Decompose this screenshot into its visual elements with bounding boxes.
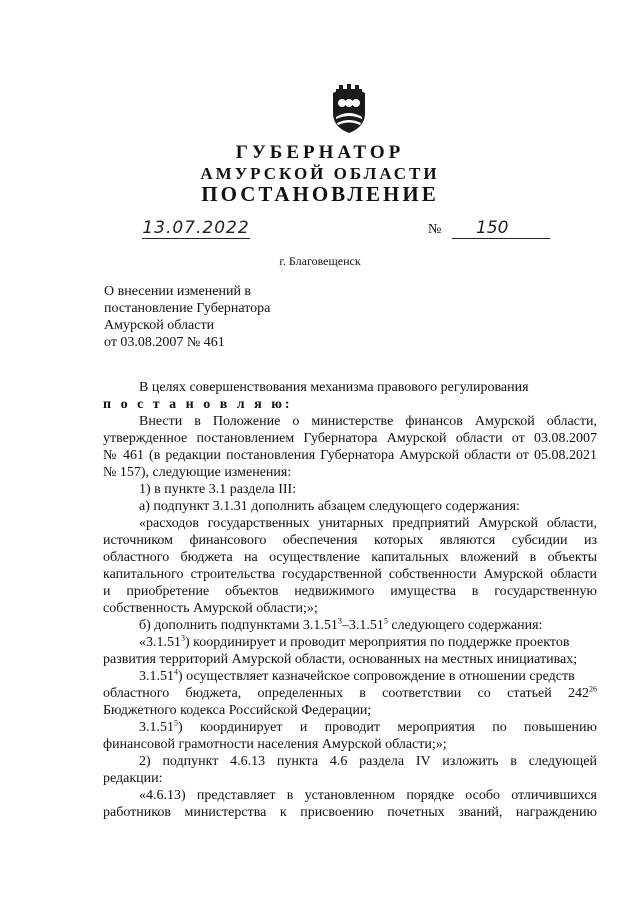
body-line: работников министерства к присвоению почетных званий, награждению	[103, 805, 597, 820]
body-line: собственность Амурской области;»;	[103, 601, 318, 616]
superscript: 26	[589, 684, 597, 694]
amur-region-coat-of-arms-icon	[327, 83, 371, 135]
text-fragment: ) координирует и проводит мероприятия по поддержке проектов	[185, 635, 570, 650]
body-line: и приобретение объектов недвижимого имущества в государственную	[103, 584, 597, 599]
subject-line: Амурской области	[104, 318, 215, 333]
body-line: 2) подпункт 4.6.13 пункта 4.6 раздела IV изложить в следующей	[139, 754, 597, 769]
body-line	[103, 668, 597, 685]
superscript: 4	[174, 667, 178, 677]
body-line: финансовой грамотности населения Амурской области;»;	[103, 737, 447, 752]
body-line: редакции:	[103, 771, 163, 786]
body-line: № 157), следующие изменения:	[103, 465, 292, 480]
body-line: областного бюджета на осуществление капитальных вложений в объекты	[103, 550, 597, 565]
text-fragment: следующего содержания:	[387, 618, 543, 633]
document-number: 150	[452, 218, 550, 239]
body-line	[103, 617, 597, 634]
document-body	[103, 379, 597, 821]
document-subject	[104, 283, 270, 351]
body-line: 1) в пункте 3.1 раздела III:	[139, 482, 297, 497]
superscript: 3	[337, 616, 342, 626]
body-line	[103, 719, 597, 736]
subject-line: от 03.08.2007 № 461	[104, 335, 225, 350]
governor-title: ГУБЕРНАТОР	[235, 142, 405, 163]
body-line: «расходов государственных унитарных предприятий Амурской области,	[139, 516, 597, 531]
superscript: 5	[383, 616, 388, 626]
body-line	[103, 634, 597, 651]
document-type-title: ПОСТАНОВЛЕНИЕ	[201, 182, 439, 206]
body-line	[103, 685, 597, 702]
body-line: № 461 (в редакции постановления Губернатора Амурской области от 05.08.2021	[103, 448, 597, 463]
preamble: В целях совершенствования механизма правового регулирования	[139, 380, 529, 395]
subject-line: О внесении изменений в	[104, 284, 252, 299]
text-fragment: 3.1.51	[139, 669, 174, 684]
document-date: 13.07.2022	[142, 218, 250, 238]
body-line: источником финансового обеспечения которых являются субсидии из	[103, 533, 597, 548]
text-fragment: ) осуществляет казначейское сопровождение в отношении средств	[178, 669, 575, 684]
superscript: 3	[181, 633, 185, 643]
body-line: Внести в Положение о министерстве финансов Амурской области,	[139, 414, 597, 429]
resolution-word: п о с т а н о в л я ю:	[103, 397, 293, 412]
body-line: капитального строительства государственной собственности Амурской области	[103, 567, 597, 582]
city-name: г. Благовещенск	[279, 254, 361, 268]
text-fragment: ) координирует и проводит мероприятия по повышению	[178, 720, 597, 735]
region-title: АМУРСКОЙ ОБЛАСТИ	[200, 164, 440, 183]
body-line: развития территорий Амурской области, основанных на местных инициативах;	[103, 652, 578, 667]
body-line: Бюджетного кодекса Российской Федерации;	[103, 703, 372, 718]
text-fragment: 3.1.51	[139, 720, 174, 735]
text-fragment: областного бюджета, определенных в соответствии со статьей 242	[103, 686, 589, 701]
text-fragment: «3.1.51	[139, 635, 181, 650]
superscript: 5	[174, 718, 178, 728]
subject-line: постановление Губернатора	[104, 301, 271, 316]
text-fragment: б) дополнить подпунктами 3.1.51	[139, 618, 338, 633]
body-line: «4.6.13) представляет в установленном порядке особо отличившихся	[139, 788, 597, 803]
body-line: утвержденное постановлением Губернатора Амурской области от 03.08.2007	[103, 431, 597, 446]
body-line: а) подпункт 3.1.31 дополнить абзацем следующего содержания:	[139, 499, 520, 514]
number-label: №	[428, 222, 442, 237]
text-fragment: –3.1.51	[341, 618, 384, 633]
